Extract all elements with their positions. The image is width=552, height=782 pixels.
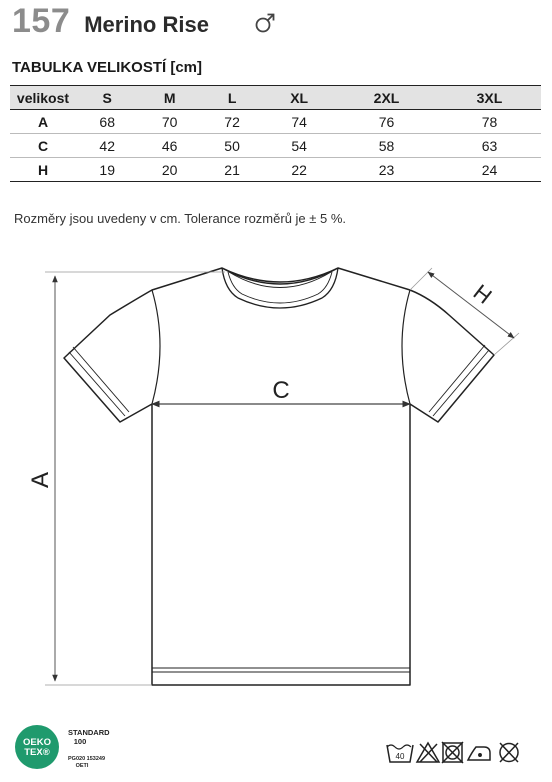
- size-table-header-row: [10, 86, 541, 110]
- table-row: [10, 158, 541, 182]
- table-row: [10, 110, 541, 134]
- product-name: Merino Rise: [84, 12, 209, 37]
- table-cell: 68: [76, 110, 138, 134]
- iron-low-icon: [468, 747, 490, 760]
- table-cell: 21: [201, 158, 263, 182]
- tshirt-outline: [64, 268, 494, 685]
- header-cell: velikost: [10, 86, 76, 110]
- header-cell: M: [138, 86, 200, 110]
- row-label: H: [10, 158, 76, 182]
- oeko-text: OEKO: [23, 737, 51, 748]
- institute-name: OETI: [75, 763, 89, 769]
- table-cell: 19: [76, 158, 138, 182]
- label-h: H: [468, 279, 497, 309]
- tshirt-measurement-diagram: [0, 255, 552, 695]
- table-cell: 72: [201, 110, 263, 134]
- wash-40-icon: [387, 745, 413, 762]
- size-table-title: TABULKA VELIKOSTÍ [cm]: [12, 59, 202, 76]
- table-cell: 58: [335, 134, 438, 158]
- no-bleach-icon: [417, 743, 439, 762]
- table-cell: 54: [263, 134, 335, 158]
- header-cell: XL: [263, 86, 335, 110]
- table-cell: 78: [438, 110, 541, 134]
- tolerance-note: Rozměry jsou uvedeny v cm. Tolerance rozměrů je ± 5 %.: [14, 211, 347, 226]
- table-cell: 46: [138, 134, 200, 158]
- header-cell: 2XL: [335, 86, 438, 110]
- male-symbol-icon: [254, 12, 276, 34]
- table-cell: 76: [335, 110, 438, 134]
- row-label: C: [10, 134, 76, 158]
- certificate-code: PG020 153249: [68, 756, 106, 762]
- table-cell: 22: [263, 158, 335, 182]
- table-row: [10, 134, 541, 158]
- table-cell: 50: [201, 134, 263, 158]
- table-cell: 63: [438, 134, 541, 158]
- size-table: [10, 85, 541, 182]
- oeko-tex-logo: [14, 722, 124, 772]
- header-cell: 3XL: [438, 86, 541, 110]
- table-cell: 20: [138, 158, 200, 182]
- standard-text: STANDARD: [68, 728, 110, 737]
- table-cell: 74: [263, 110, 335, 134]
- table-cell: 24: [438, 158, 541, 182]
- header-cell: L: [201, 86, 263, 110]
- no-dry-clean-icon: [500, 743, 518, 762]
- no-tumble-dry-icon: [442, 742, 463, 763]
- product-code: 157: [12, 2, 71, 40]
- care-symbols: [384, 738, 532, 768]
- table-cell: 70: [138, 110, 200, 134]
- table-cell: 23: [335, 158, 438, 182]
- table-cell: 42: [76, 134, 138, 158]
- label-a: A: [27, 471, 54, 489]
- row-label: A: [10, 110, 76, 134]
- header-cell: S: [76, 86, 138, 110]
- tex-text: TEX®: [24, 747, 50, 758]
- label-c: C: [272, 377, 290, 404]
- svg-text:40: 40: [395, 752, 405, 761]
- standard-number: 100: [73, 737, 87, 746]
- product-header: [12, 2, 209, 46]
